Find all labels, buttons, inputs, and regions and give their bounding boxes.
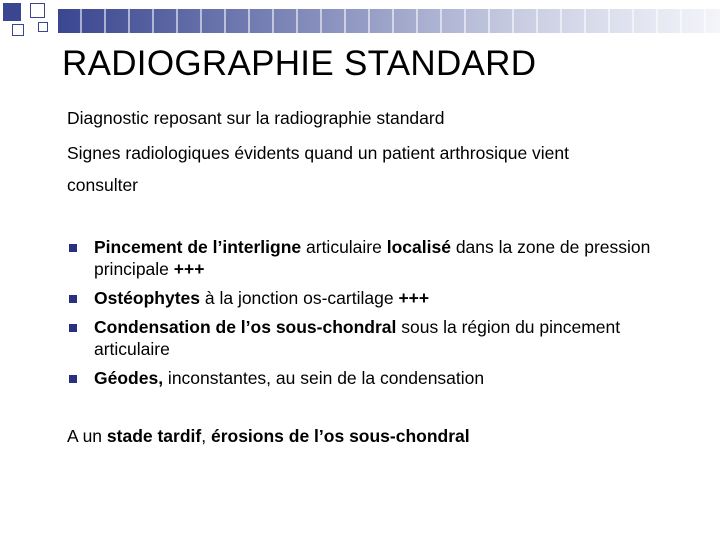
bullet-bold: +++ bbox=[173, 259, 205, 279]
square-bullet-icon bbox=[69, 244, 77, 252]
intro-line-2: Signes radiologiques évidents quand un patient arthrosique vient bbox=[67, 143, 570, 163]
bullet-item bbox=[67, 236, 667, 280]
footer-text: , bbox=[201, 426, 211, 446]
bullet-item bbox=[67, 316, 667, 360]
bullet-list bbox=[67, 236, 667, 396]
bullet-text: à la jonction os-cartilage bbox=[200, 288, 399, 308]
bullet-text: sous la région du pincement articulaire bbox=[94, 317, 621, 359]
footer-bold: stade tardif bbox=[106, 426, 202, 446]
deco-square bbox=[3, 3, 21, 21]
bullet-text: articulaire bbox=[301, 237, 387, 257]
bullet-bold: Ostéophytes bbox=[94, 288, 200, 308]
deco-square bbox=[30, 3, 45, 18]
corner-decoration bbox=[0, 0, 60, 45]
footer-bold: érosions de l’os sous-chondral bbox=[210, 426, 470, 446]
square-bullet-icon bbox=[69, 324, 77, 332]
slide-title: RADIOGRAPHIE STANDARD bbox=[62, 44, 537, 83]
bullet-item bbox=[67, 367, 667, 389]
header-band bbox=[58, 9, 720, 33]
bullet-bold: +++ bbox=[398, 288, 430, 308]
bullet-bold: Condensation de l’os sous-chondral bbox=[94, 317, 397, 337]
bullet-item bbox=[67, 287, 667, 309]
intro-line-1: Diagnostic reposant sur la radiographie standard bbox=[67, 108, 445, 128]
square-bullet-icon bbox=[69, 375, 77, 383]
bullet-bold: Pincement de l’interligne bbox=[94, 237, 302, 257]
bullet-bold: localisé bbox=[386, 237, 451, 257]
bullet-text: inconstantes, au sein de la condensation bbox=[163, 368, 485, 388]
deco-square bbox=[12, 24, 24, 36]
conclusion-line bbox=[67, 426, 470, 447]
bullet-text: dans la zone de pression principale bbox=[94, 237, 651, 279]
square-bullet-icon bbox=[69, 295, 77, 303]
bullet-bold: Géodes, bbox=[94, 368, 164, 388]
deco-square bbox=[38, 22, 48, 32]
footer-text: A un bbox=[67, 426, 107, 446]
intro-line-3: consulter bbox=[67, 175, 139, 195]
